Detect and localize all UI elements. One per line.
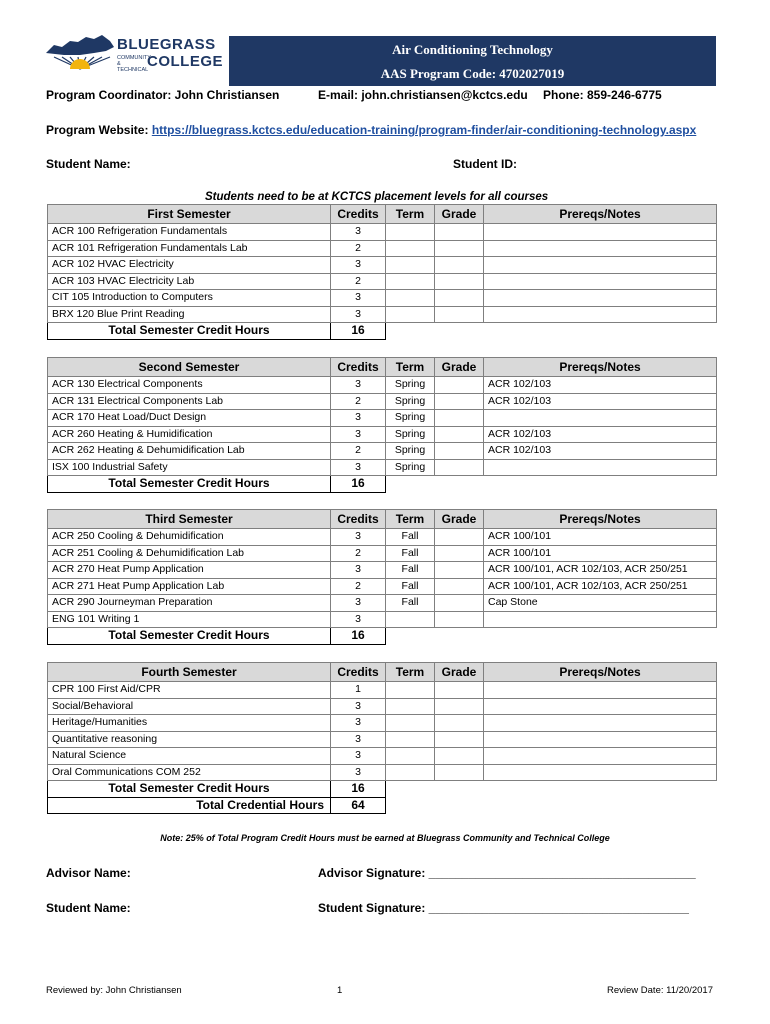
course-name: ACR 250 Cooling & Dehumidification <box>48 529 331 546</box>
course-term <box>386 240 435 257</box>
total-semester-credit-value: 16 <box>331 323 386 340</box>
course-prereqs <box>484 240 717 257</box>
course-grade <box>435 257 484 274</box>
course-grade <box>435 698 484 715</box>
course-name: ACR 290 Journeyman Preparation <box>48 595 331 612</box>
course-name: CPR 100 First Aid/CPR <box>48 682 331 699</box>
table-header-row <box>48 663 717 682</box>
course-prereqs <box>484 306 717 323</box>
term-header: Term <box>386 510 435 529</box>
course-prereqs <box>484 459 717 476</box>
course-credits: 3 <box>331 611 386 628</box>
college-logo <box>44 33 224 73</box>
grade-header: Grade <box>435 510 484 529</box>
course-credits: 3 <box>331 562 386 579</box>
prereqs-header: Prereqs/Notes <box>484 663 717 682</box>
table-row <box>48 611 717 628</box>
course-credits: 3 <box>331 595 386 612</box>
website-link[interactable]: https://bluegrass.kctcs.edu/education-training/program-finder/air-conditioning-technology.aspx <box>151 123 697 137</box>
table-header-row <box>48 510 717 529</box>
course-credits: 2 <box>331 545 386 562</box>
program-title-box <box>229 36 716 86</box>
blank-cell <box>386 781 717 798</box>
course-credits: 3 <box>331 426 386 443</box>
course-name: ACR 100 Refrigeration Fundamentals <box>48 224 331 241</box>
course-term <box>386 698 435 715</box>
course-grade <box>435 240 484 257</box>
reviewed-by: Reviewed by: John Christiansen <box>46 985 182 996</box>
course-prereqs <box>484 764 717 781</box>
credits-header: Credits <box>331 205 386 224</box>
course-credits: 2 <box>331 578 386 595</box>
course-term <box>386 731 435 748</box>
placement-note: Students need to be at KCTCS placement levels for all courses <box>205 191 549 203</box>
table-row <box>48 731 717 748</box>
term-header: Term <box>386 663 435 682</box>
table-row <box>48 426 717 443</box>
course-credits: 3 <box>331 224 386 241</box>
course-credits: 3 <box>331 306 386 323</box>
course-term <box>386 715 435 732</box>
coordinator-email: E-mail: john.christiansen@kctcs.edu <box>318 88 528 102</box>
total-semester-credit-value: 16 <box>331 476 386 493</box>
grade-header: Grade <box>435 205 484 224</box>
course-prereqs <box>484 273 717 290</box>
course-credits: 2 <box>331 273 386 290</box>
course-credits: 1 <box>331 682 386 699</box>
course-name: ACR 251 Cooling & Dehumidification Lab <box>48 545 331 562</box>
course-term <box>386 611 435 628</box>
course-prereqs <box>484 682 717 699</box>
course-credits: 2 <box>331 393 386 410</box>
prereqs-header: Prereqs/Notes <box>484 358 717 377</box>
program-coordinator: Program Coordinator: John Christiansen <box>46 88 280 102</box>
course-term <box>386 748 435 765</box>
program-website <box>46 123 696 137</box>
course-credits: 3 <box>331 377 386 394</box>
course-term <box>386 273 435 290</box>
advisor-signature-line: Advisor Signature: ________________________________________ <box>318 866 696 880</box>
table-row <box>48 698 717 715</box>
total-semester-credit-value: 16 <box>331 628 386 645</box>
table-row <box>48 377 717 394</box>
table-row <box>48 682 717 699</box>
course-prereqs <box>484 698 717 715</box>
total-credential-value: 64 <box>331 797 386 814</box>
course-term <box>386 682 435 699</box>
course-prereqs <box>484 224 717 241</box>
semester-title: Second Semester <box>48 358 331 377</box>
course-term: Spring <box>386 393 435 410</box>
credits-header: Credits <box>331 510 386 529</box>
table-row <box>48 748 717 765</box>
course-credits: 3 <box>331 529 386 546</box>
course-grade <box>435 731 484 748</box>
blank-cell <box>386 797 717 814</box>
course-name: ACR 260 Heating & Humidification <box>48 426 331 443</box>
course-grade <box>435 764 484 781</box>
course-term: Fall <box>386 578 435 595</box>
semester-title: First Semester <box>48 205 331 224</box>
course-grade <box>435 273 484 290</box>
course-term: Fall <box>386 595 435 612</box>
credential-row <box>48 797 717 814</box>
table-row <box>48 595 717 612</box>
course-credits: 2 <box>331 443 386 460</box>
total-semester-credit-label: Total Semester Credit Hours <box>48 476 331 493</box>
total-semester-credit-label: Total Semester Credit Hours <box>48 323 331 340</box>
course-grade <box>435 611 484 628</box>
course-term <box>386 290 435 307</box>
logo-name-line1: BLUEGRASS <box>117 36 216 53</box>
table-row <box>48 306 717 323</box>
course-name: ISX 100 Industrial Safety <box>48 459 331 476</box>
course-prereqs: ACR 102/103 <box>484 443 717 460</box>
semester-title: Fourth Semester <box>48 663 331 682</box>
website-label: Program Website: <box>46 123 149 137</box>
course-grade <box>435 410 484 427</box>
total-semester-credit-label: Total Semester Credit Hours <box>48 628 331 645</box>
table-row <box>48 224 717 241</box>
course-name: Heritage/Humanities <box>48 715 331 732</box>
student-id-label: Student ID: <box>453 157 517 171</box>
logo-name-line2: COMMUNITY & TECHNICAL <box>117 55 151 73</box>
course-term <box>386 306 435 323</box>
course-grade <box>435 459 484 476</box>
course-name: ACR 101 Refrigeration Fundamentals Lab <box>48 240 331 257</box>
table-row <box>48 443 717 460</box>
total-row <box>48 323 717 340</box>
course-prereqs: ACR 102/103 <box>484 426 717 443</box>
course-credits: 3 <box>331 764 386 781</box>
course-prereqs: ACR 100/101, ACR 102/103, ACR 250/251 <box>484 578 717 595</box>
table-row <box>48 240 717 257</box>
course-credits: 3 <box>331 715 386 732</box>
course-name: ACR 170 Heat Load/Duct Design <box>48 410 331 427</box>
course-grade <box>435 715 484 732</box>
course-name: BRX 120 Blue Print Reading <box>48 306 331 323</box>
course-credits: 3 <box>331 698 386 715</box>
course-grade <box>435 290 484 307</box>
course-credits: 3 <box>331 459 386 476</box>
prereqs-header: Prereqs/Notes <box>484 510 717 529</box>
table-row <box>48 562 717 579</box>
page-number: 1 <box>337 985 343 996</box>
total-credential-label: Total Credential Hours <box>48 797 331 814</box>
semester-table <box>47 357 717 493</box>
course-grade <box>435 443 484 460</box>
course-prereqs <box>484 257 717 274</box>
course-term: Spring <box>386 459 435 476</box>
course-name: Natural Science <box>48 748 331 765</box>
course-prereqs: ACR 102/103 <box>484 377 717 394</box>
grade-header: Grade <box>435 663 484 682</box>
table-row <box>48 764 717 781</box>
table-row <box>48 257 717 274</box>
total-row <box>48 628 717 645</box>
course-grade <box>435 224 484 241</box>
table-row <box>48 459 717 476</box>
course-prereqs <box>484 748 717 765</box>
course-term: Fall <box>386 562 435 579</box>
course-prereqs: ACR 100/101, ACR 102/103, ACR 250/251 <box>484 562 717 579</box>
course-term: Spring <box>386 377 435 394</box>
residency-note: Note: 25% of Total Program Credit Hours must be earned at Bluegrass Community and Technical College <box>160 833 610 843</box>
advisor-name-label: Advisor Name: <box>46 866 131 880</box>
course-grade <box>435 562 484 579</box>
course-name: CIT 105 Introduction to Computers <box>48 290 331 307</box>
semester-table <box>47 509 717 645</box>
course-prereqs <box>484 731 717 748</box>
course-grade <box>435 748 484 765</box>
program-code: AAS Program Code: 4702027019 <box>380 66 565 81</box>
student-name-label: Student Name: <box>46 157 131 171</box>
semester-title: Third Semester <box>48 510 331 529</box>
course-term: Spring <box>386 410 435 427</box>
table-header-row <box>48 205 717 224</box>
blank-cell <box>386 628 717 645</box>
course-prereqs: ACR 100/101 <box>484 545 717 562</box>
course-prereqs <box>484 410 717 427</box>
semester-table <box>47 204 717 340</box>
program-title: Air Conditioning Technology <box>392 42 553 57</box>
course-prereqs: ACR 102/103 <box>484 393 717 410</box>
table-row <box>48 410 717 427</box>
table-row <box>48 273 717 290</box>
course-credits: 3 <box>331 748 386 765</box>
student-name-signature-label: Student Name: <box>46 901 131 915</box>
total-semester-credit-value: 16 <box>331 781 386 798</box>
course-name: ACR 103 HVAC Electricity Lab <box>48 273 331 290</box>
grade-header: Grade <box>435 358 484 377</box>
table-row <box>48 578 717 595</box>
course-name: ACR 130 Electrical Components <box>48 377 331 394</box>
course-name: ACR 102 HVAC Electricity <box>48 257 331 274</box>
table-header-row <box>48 358 717 377</box>
course-name: ACR 131 Electrical Components Lab <box>48 393 331 410</box>
course-prereqs: Cap Stone <box>484 595 717 612</box>
course-credits: 3 <box>331 410 386 427</box>
logo-name-line3: COLLEGE <box>147 53 224 70</box>
kentucky-sunburst-icon <box>44 33 116 71</box>
course-credits: 2 <box>331 240 386 257</box>
course-term <box>386 764 435 781</box>
coordinator-phone: Phone: 859-246-6775 <box>543 88 662 102</box>
course-grade <box>435 545 484 562</box>
course-term: Spring <box>386 426 435 443</box>
course-name: ENG 101 Writing 1 <box>48 611 331 628</box>
course-grade <box>435 682 484 699</box>
course-grade <box>435 595 484 612</box>
course-grade <box>435 393 484 410</box>
course-grade <box>435 529 484 546</box>
course-name: ACR 271 Heat Pump Application Lab <box>48 578 331 595</box>
course-name: ACR 270 Heat Pump Application <box>48 562 331 579</box>
review-date: Review Date: 11/20/2017 <box>607 985 713 996</box>
semester-table <box>47 662 717 814</box>
course-name: ACR 262 Heating & Dehumidification Lab <box>48 443 331 460</box>
course-credits: 3 <box>331 290 386 307</box>
term-header: Term <box>386 358 435 377</box>
credits-header: Credits <box>331 358 386 377</box>
student-signature-line: Student Signature: _______________________________________ <box>318 901 689 915</box>
blank-cell <box>386 476 717 493</box>
course-grade <box>435 578 484 595</box>
table-row <box>48 545 717 562</box>
course-term: Spring <box>386 443 435 460</box>
course-prereqs <box>484 611 717 628</box>
course-grade <box>435 306 484 323</box>
course-term: Fall <box>386 529 435 546</box>
course-grade <box>435 426 484 443</box>
total-row <box>48 476 717 493</box>
total-semester-credit-label: Total Semester Credit Hours <box>48 781 331 798</box>
course-term <box>386 257 435 274</box>
course-term: Fall <box>386 545 435 562</box>
table-row <box>48 290 717 307</box>
course-credits: 3 <box>331 257 386 274</box>
total-row <box>48 781 717 798</box>
prereqs-header: Prereqs/Notes <box>484 205 717 224</box>
blank-cell <box>386 323 717 340</box>
table-row <box>48 715 717 732</box>
credits-header: Credits <box>331 663 386 682</box>
course-name: Quantitative reasoning <box>48 731 331 748</box>
course-term <box>386 224 435 241</box>
term-header: Term <box>386 205 435 224</box>
course-credits: 3 <box>331 731 386 748</box>
table-row <box>48 393 717 410</box>
course-prereqs <box>484 715 717 732</box>
course-grade <box>435 377 484 394</box>
table-row <box>48 529 717 546</box>
course-prereqs <box>484 290 717 307</box>
course-name: Social/Behavioral <box>48 698 331 715</box>
course-name: Oral Communications COM 252 <box>48 764 331 781</box>
course-prereqs: ACR 100/101 <box>484 529 717 546</box>
